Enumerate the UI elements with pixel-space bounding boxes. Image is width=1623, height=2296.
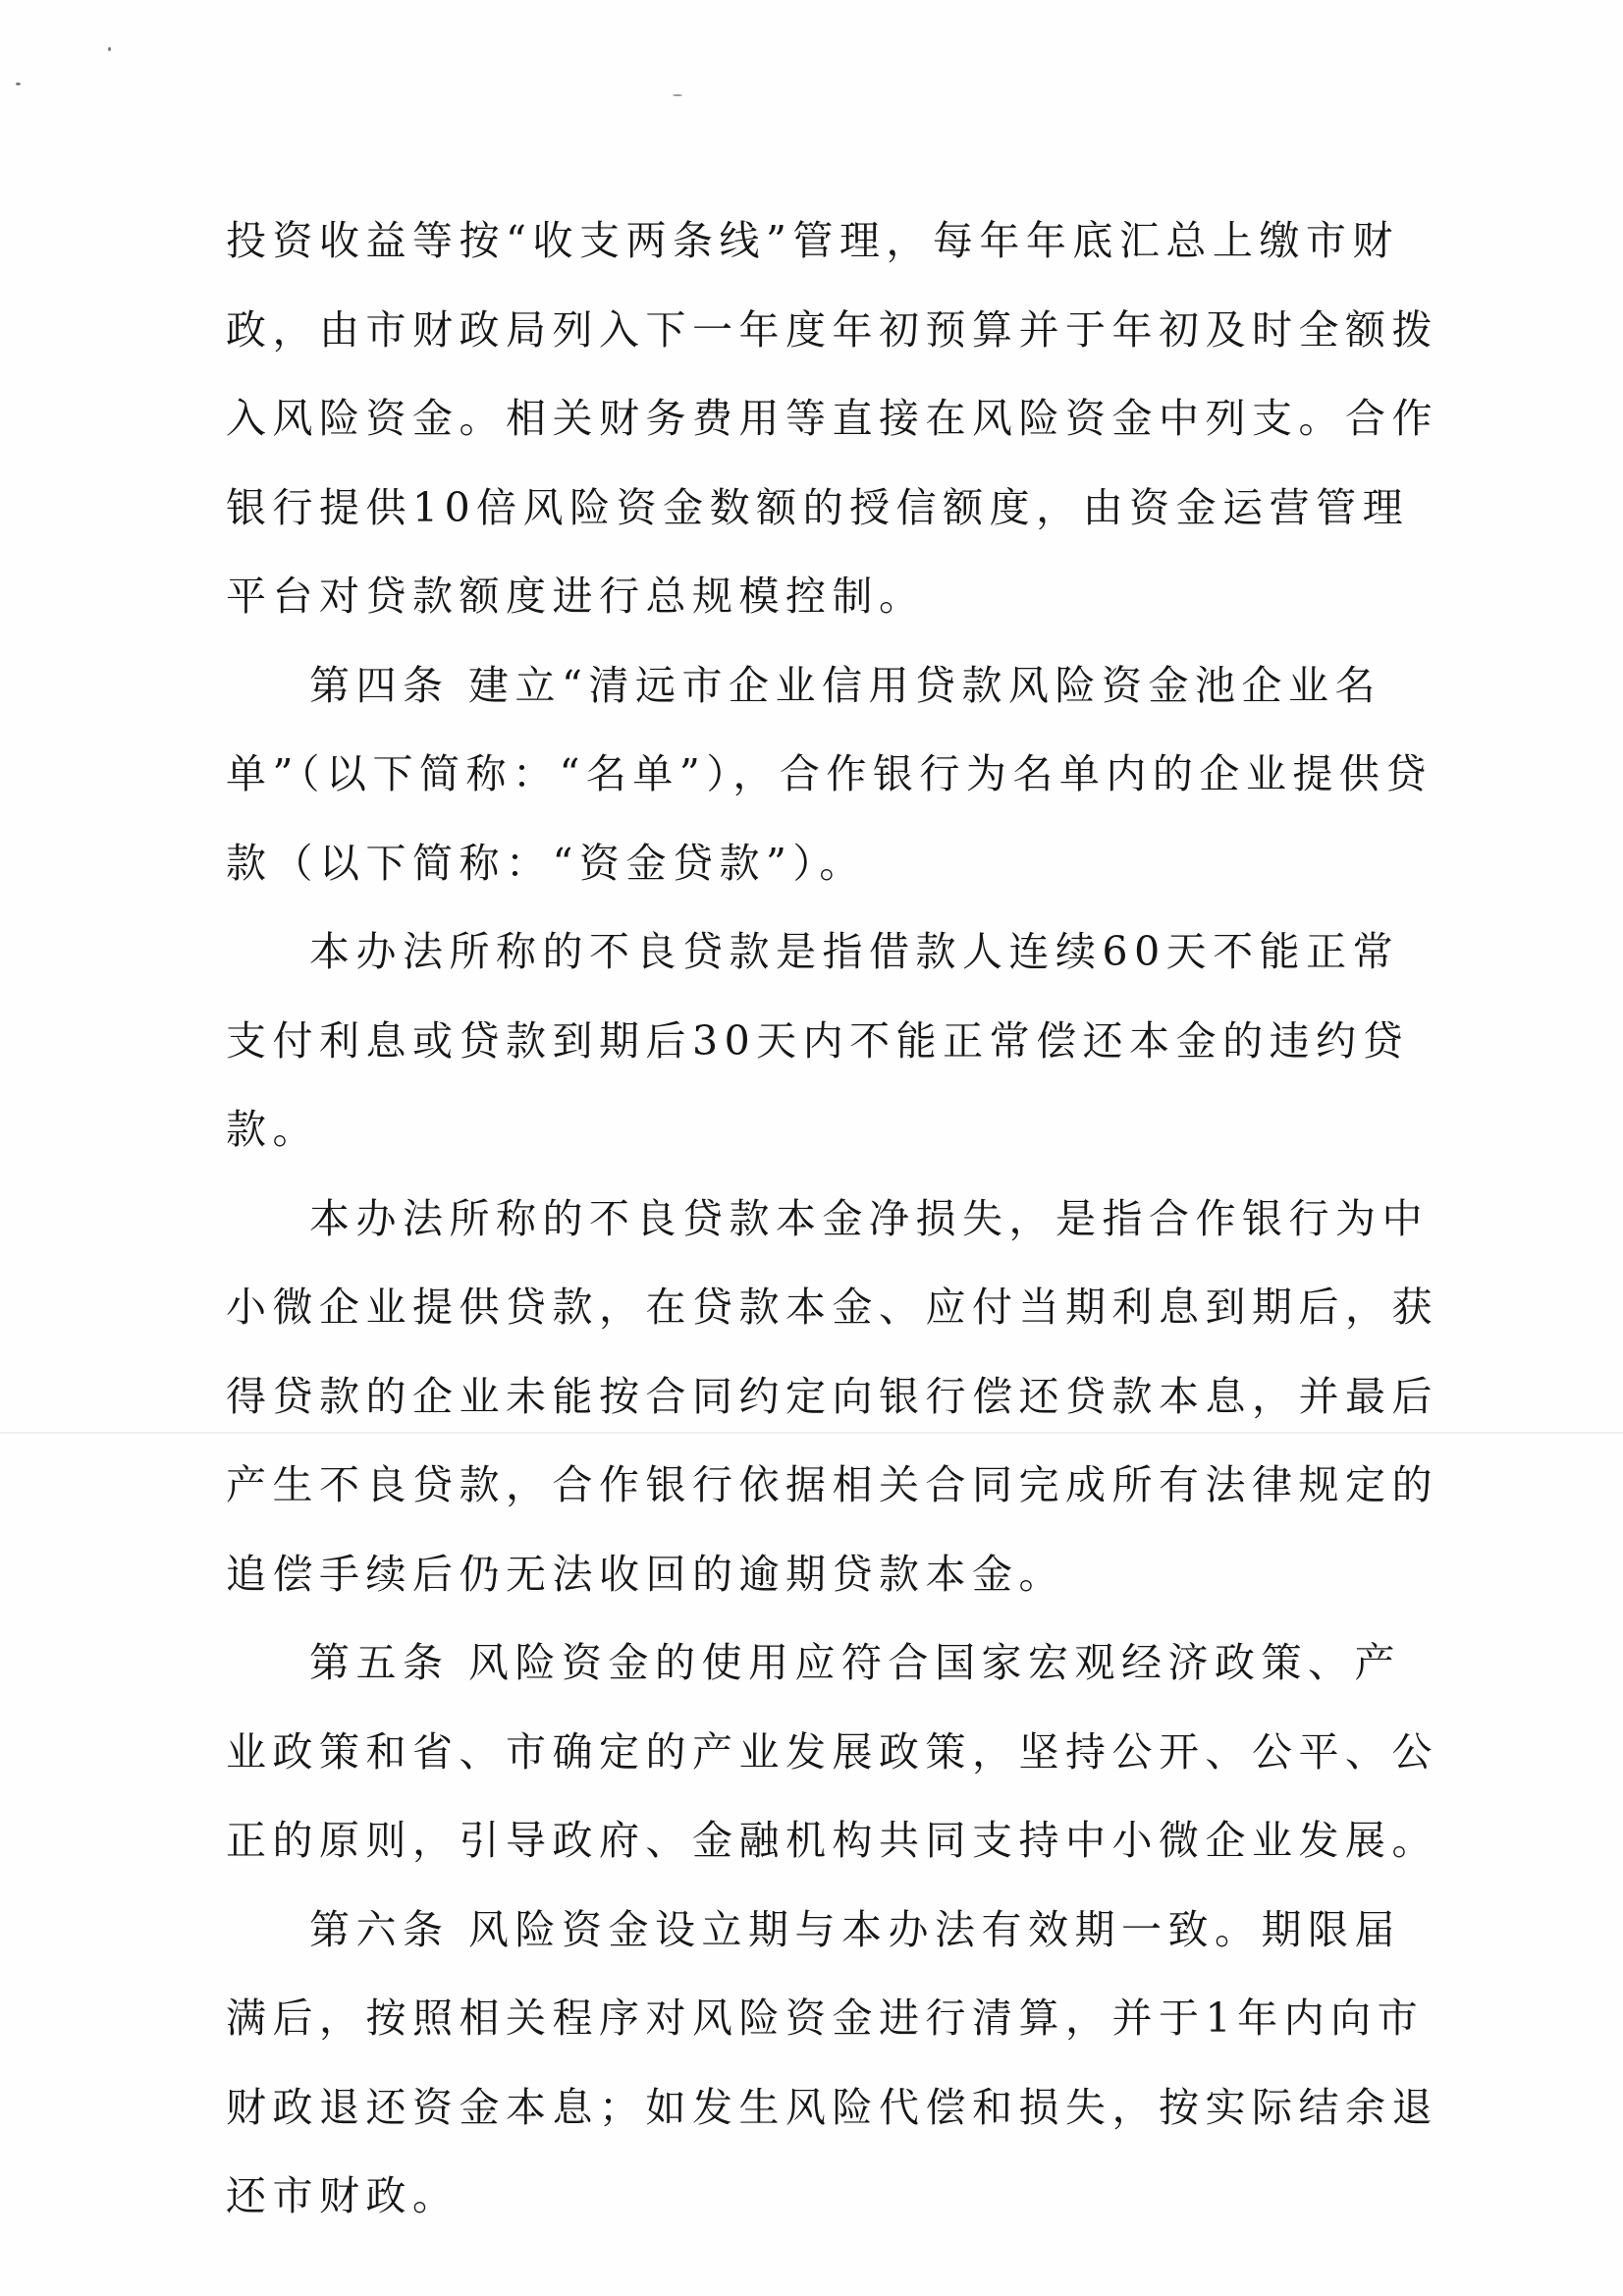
- text-line: 追偿手续后仍无法收回的逾期贷款本金。: [226, 1550, 1065, 1598]
- text-line: 政，由市财政局列入下一年度年初预算并于年初及时全额拨: [226, 305, 1438, 354]
- text-line: 入风险资金。相关财务费用等直接在风险资金中列支。合作: [226, 395, 1438, 442]
- text-line: 业政策和省、市确定的产业发展政策，坚持公开、公平、公: [226, 1727, 1438, 1776]
- text-line: 支付利息或贷款到期后30天内不能正常偿还本金的违约贷: [226, 1016, 1410, 1065]
- text-line: 银行提供10倍风险资金数额的授信额度，由资金运营管理: [226, 483, 1410, 531]
- paragraph-start-line: 本办法所称的不良贷款本金净损失，是指合作银行为中: [309, 1194, 1429, 1242]
- article-6-heading-line: 第六条 风险资金设立期与本办法有效期一致。期限届: [309, 1905, 1402, 1953]
- text-line: 正的原则，引导政府、金融机构共同支持中小微企业发展。: [226, 1817, 1438, 1864]
- article-4-heading-line: 第四条 建立“清远市企业信用贷款风险资金池企业名: [309, 661, 1381, 709]
- scan-speck: [108, 47, 111, 51]
- article-5-heading-line: 第五条 风险资金的使用应符合国家宏观经济政策、产: [309, 1639, 1402, 1686]
- text-line: 款（以下简称：“资金贷款”）。: [226, 839, 866, 887]
- text-line: 产生不良贷款，合作银行依据相关合同完成所有法律规定的: [226, 1461, 1438, 1508]
- text-line: 款。: [226, 1106, 319, 1153]
- text-line: 得贷款的企业未能按合同约定向银行偿还贷款本息，并最后: [226, 1372, 1438, 1420]
- text-line: 平台对贷款额度进行总规模控制。: [226, 573, 926, 620]
- scan-speck: [673, 94, 682, 96]
- scan-speck: [16, 82, 21, 85]
- text-line: 还市财政。: [226, 2172, 460, 2219]
- text-line: 财政退还资金本息；如发生风险代偿和损失，按实际结余退: [226, 2083, 1438, 2131]
- text-line: 满后，按照相关程序对风险资金进行清算，并于1年内向市: [226, 1995, 1425, 2042]
- text-line: 小微企业提供贷款，在贷款本金、应付当期利息到期后，获: [226, 1284, 1438, 1331]
- text-line: 单”（以下简称：“名单”），合作银行为名单内的企业提供贷: [226, 750, 1433, 797]
- text-line: 投资收益等按“收支两条线”管理，每年年底汇总上缴市财: [226, 217, 1399, 264]
- document-body: [226, 196, 1438, 2241]
- paragraph-start-line: 本办法所称的不良贷款是指借款人连续60天不能正常: [309, 928, 1400, 975]
